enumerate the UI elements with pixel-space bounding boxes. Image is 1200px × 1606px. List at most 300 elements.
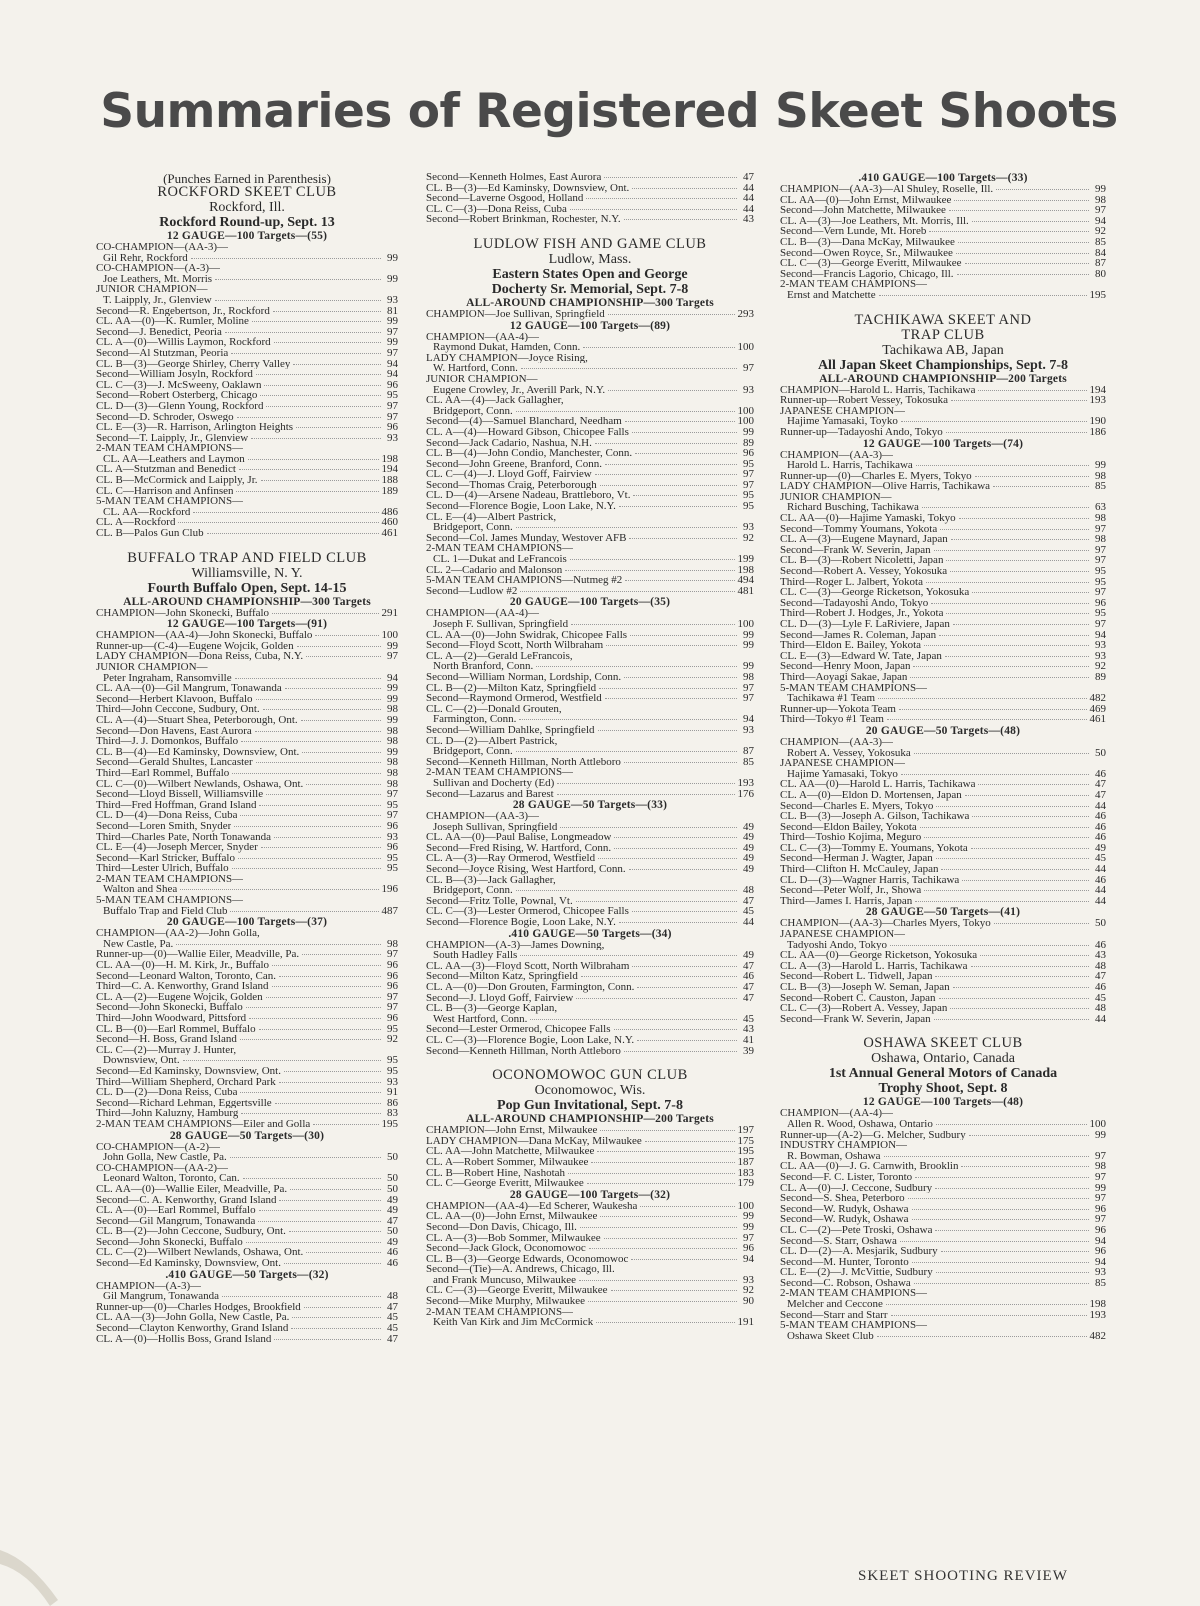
dot-leader <box>259 805 381 806</box>
score: 48 <box>1095 959 1106 972</box>
result-text: Keith Van Kirk and Jim McCormick <box>433 1317 594 1328</box>
result-row <box>780 1183 1106 1194</box>
score: 97 <box>387 650 398 663</box>
dot-leader <box>972 221 1089 222</box>
result-row <box>780 460 1106 471</box>
result-text: CL. A—(0)—Don Grouten, Farmington, Conn. <box>426 982 635 993</box>
result-text: CL. A—(3)—Harold L. Harris, Tachikawa <box>780 960 968 972</box>
result-text: CL. B—(3)—George Edwards, Oconomowoc <box>426 1253 629 1265</box>
score: 94 <box>387 357 398 370</box>
result-text: CHAMPION—(AA-2)—John Golla, <box>96 928 260 939</box>
result-row <box>780 248 1106 259</box>
dot-leader <box>176 944 381 945</box>
class-heading: .410 GAUGE—100 Targets—(33) <box>858 172 1028 184</box>
dot-leader <box>231 353 381 354</box>
dot-leader <box>576 901 737 902</box>
result-row <box>426 427 754 438</box>
dot-leader <box>914 1283 1089 1284</box>
result-row <box>426 1136 754 1147</box>
dot-leader <box>901 421 1087 422</box>
result-text: South Hadley Falls <box>433 950 518 961</box>
result-text: CL. AA—(0)—Wallie Eiler, Meadville, Pa. <box>96 1183 288 1195</box>
result-text: Second—Gil Mangrum, Tonawanda <box>96 1215 256 1227</box>
result-text: CL. C—(2)—Donald Grouten, <box>426 703 562 715</box>
dot-leader <box>965 263 1089 264</box>
result-text: Robert A. Vessey, Yokosuka <box>787 747 911 759</box>
score: 47 <box>387 1300 398 1313</box>
dot-leader <box>619 506 737 507</box>
score: 96 <box>387 841 398 854</box>
dot-leader <box>261 480 379 481</box>
result-row <box>426 1146 754 1157</box>
result-text: Second—John Skonecki, Buffalo <box>96 1236 243 1248</box>
dot-leader <box>929 231 1089 232</box>
score: 45 <box>743 1012 754 1025</box>
score: 46 <box>1095 873 1106 886</box>
result-row <box>426 950 754 961</box>
result-text: Third—Roger L. Jalbert, Yokota <box>780 576 923 588</box>
score: 99 <box>743 1220 754 1233</box>
result-row <box>96 1002 398 1013</box>
score: 97 <box>387 1001 398 1014</box>
dot-leader <box>591 1162 734 1163</box>
score: 95 <box>387 798 398 811</box>
result-row <box>426 714 754 725</box>
score: 44 <box>1095 863 1106 876</box>
score: 98 <box>1095 469 1106 482</box>
result-text: Second—Kenneth Holmes, East Aurora <box>426 172 602 183</box>
result-row <box>780 555 1106 566</box>
dot-leader <box>978 390 1086 391</box>
result-row <box>96 842 398 853</box>
result-row <box>780 640 1106 651</box>
result-text: Second—Herman J. Wagter, Japan <box>780 853 933 865</box>
result-text: T. Laipply, Jr., Glenview <box>103 294 212 306</box>
score: 95 <box>743 489 754 502</box>
dot-leader <box>301 720 381 721</box>
dot-leader <box>272 965 381 966</box>
score: 50 <box>387 1172 398 1185</box>
class-heading: 12 GAUGE—100 Targets—(55) <box>166 230 328 242</box>
score: 84 <box>1095 246 1106 259</box>
result-row <box>96 928 398 939</box>
score: 176 <box>737 787 754 800</box>
dot-leader <box>259 1029 381 1030</box>
dot-leader <box>877 1336 1087 1337</box>
result-text: CL. A—(0)—Eldon D. Mortensen, Japan <box>780 789 962 801</box>
dot-leader <box>273 311 381 312</box>
dot-leader <box>936 1272 1089 1273</box>
result-row <box>96 433 398 444</box>
dot-leader <box>178 522 378 523</box>
result-text: 2-MAN TEAM CHAMPIONS— <box>780 1288 928 1300</box>
result-row <box>780 1014 1106 1025</box>
result-text: 2-MAN TEAM CHAMPIONS—Eiler and Golla <box>96 1118 311 1130</box>
score: 47 <box>1095 778 1106 791</box>
dot-leader <box>969 1135 1089 1136</box>
result-text: Second—M. Hunter, Toronto <box>780 1256 909 1268</box>
result-text: Second—Joyce Rising, West Hartford, Conn. <box>426 864 626 875</box>
result-text: Second—Gerald Shultes, Lancaster <box>96 757 253 768</box>
dot-leader <box>243 1178 381 1179</box>
dot-leader <box>913 666 1089 667</box>
result-text: CL. B—Palos Gun Club <box>96 528 204 539</box>
result-text: 2-MAN TEAM CHAMPIONS— <box>96 443 244 454</box>
score: 48 <box>743 884 754 897</box>
dot-leader <box>264 385 381 386</box>
result-text: 2-MAN TEAM CHAMPIONS— <box>780 279 928 290</box>
result-row <box>96 1258 398 1269</box>
score: 195 <box>1089 288 1106 301</box>
result-text: CL. AA—(0)—John Swidrak, Chicopee Falls <box>426 629 628 641</box>
result-text: Second—Loren Smith, Snyder <box>96 820 232 832</box>
result-row <box>96 1108 398 1119</box>
result-row <box>780 790 1106 801</box>
score: 49 <box>1095 841 1106 854</box>
result-row <box>426 183 754 194</box>
result-row <box>780 832 1106 843</box>
result-row <box>780 864 1106 875</box>
result-text: CO-CHAMPION—(AA-2)— <box>96 1162 228 1174</box>
dot-leader <box>599 688 737 689</box>
result-text: Second—Mike Murphy, Milwaukee <box>426 1296 586 1307</box>
dot-leader <box>588 1301 737 1302</box>
club-location: Williamsville, N. Y. <box>191 565 303 581</box>
result-text: Second—Starr and Starr <box>780 1309 888 1321</box>
result-row <box>780 450 1106 461</box>
result-text: Second—Lazarus and Barest <box>426 788 554 800</box>
score: 49 <box>743 820 754 833</box>
result-row <box>780 1161 1106 1172</box>
result-row <box>426 683 754 694</box>
class-heading: 28 GAUGE—50 Targets—(30) <box>169 1129 325 1142</box>
dot-leader <box>246 1007 381 1008</box>
result-row <box>96 486 398 497</box>
result-row <box>426 811 754 822</box>
result-row <box>96 1216 398 1227</box>
result-text: Third—Toshio Kojima, Meguro <box>780 832 922 843</box>
score: 47 <box>1095 970 1106 983</box>
score: 97 <box>387 346 398 359</box>
score: 97 <box>1095 1213 1106 1226</box>
score: 96 <box>387 969 398 982</box>
dot-leader <box>235 678 381 679</box>
dot-leader <box>887 719 1087 720</box>
result-text: New Castle, Pa. <box>103 938 174 950</box>
result-row <box>780 693 1106 704</box>
dot-leader <box>924 837 1089 838</box>
result-row <box>96 1291 398 1302</box>
result-text: Second—S. Starr, Oshawa <box>780 1235 897 1247</box>
result-text: CL. B—(3)—George Shirley, Cherry Valley <box>96 358 291 370</box>
score: 97 <box>387 788 398 801</box>
result-text: Second—J. Benedict, Peoria <box>96 326 222 338</box>
result-text: CL. A—(4)—Howard Gibson, Chicopee Falls <box>426 426 629 438</box>
result-row <box>426 501 754 512</box>
result-text: CL. D—(4)—Arsene Nadeau, Brattleboro, Vt. <box>426 490 631 502</box>
dot-leader <box>274 837 381 838</box>
result-row <box>780 779 1106 790</box>
result-row <box>780 811 1106 822</box>
dot-leader <box>597 1151 734 1152</box>
result-text: CL. D—(2)—Dona Reiss, Cuba <box>96 1087 238 1098</box>
result-row <box>96 327 398 338</box>
result-row <box>780 651 1106 662</box>
result-row <box>780 184 1106 195</box>
result-text: CL. AA—(0)—George Ricketson, Yokosuka <box>780 950 978 961</box>
result-text: Second—Lester Ormerod, Chicopee Falls <box>426 1024 611 1035</box>
result-row <box>426 395 754 406</box>
dot-leader <box>586 198 737 199</box>
dot-leader <box>232 773 381 774</box>
score: 97 <box>743 468 754 481</box>
result-text: Second—F. C. Lister, Toronto <box>780 1171 913 1183</box>
dot-leader <box>297 646 381 647</box>
result-row <box>96 1119 398 1130</box>
score: 99 <box>387 682 398 695</box>
result-row <box>426 993 754 1004</box>
dot-leader <box>238 858 381 859</box>
result-row <box>96 821 398 832</box>
result-row <box>426 193 754 204</box>
dot-leader <box>940 529 1089 530</box>
score: 81 <box>387 304 398 317</box>
dot-leader <box>251 438 381 439</box>
score: 49 <box>387 1235 398 1248</box>
dot-leader <box>971 966 1089 967</box>
result-row <box>96 673 398 684</box>
score: 100 <box>737 341 754 354</box>
class-heading: 12 GAUGE—100 Targets—(91) <box>166 618 328 631</box>
result-text: CL. E—(2)—J. McVittie, Sudbury <box>780 1267 933 1278</box>
result-text: Harold L. Harris, Tachikawa <box>787 460 913 471</box>
result-row <box>96 971 398 982</box>
result-row <box>426 214 754 225</box>
column-right <box>780 172 1106 1341</box>
score: 50 <box>387 1151 398 1164</box>
score: 93 <box>1095 1266 1106 1279</box>
class-heading: ALL-AROUND CHAMPIONSHIP—200 Targets <box>819 372 1067 385</box>
result-row <box>96 832 398 843</box>
class-heading: 20 GAUGE—50 Targets—(48) <box>865 724 1021 737</box>
score: 92 <box>743 1284 754 1297</box>
result-text: CHAMPION—(AA-3)— <box>780 449 894 461</box>
result-text: JAPANESE CHAMPION— <box>780 758 906 769</box>
result-row <box>426 608 754 619</box>
result-row <box>426 885 754 896</box>
score: 50 <box>1095 917 1106 930</box>
dot-leader <box>908 1198 1089 1199</box>
result-row <box>96 1302 398 1313</box>
dot-leader <box>579 1280 737 1281</box>
dot-leader <box>237 417 381 418</box>
dot-leader <box>256 762 381 763</box>
score: 98 <box>387 724 398 737</box>
score: 95 <box>1095 575 1106 588</box>
result-text: CL. E—(3)—Edward W. Tate, Japan <box>780 650 942 662</box>
result-row <box>780 1140 1106 1151</box>
result-row <box>96 1045 398 1056</box>
result-row <box>96 1184 398 1195</box>
result-row <box>780 1267 1106 1278</box>
club-location: Oconomowoc, Wis. <box>534 1083 646 1099</box>
result-text: Runner-up—(A-2)—G. Melcher, Sudbury <box>780 1129 966 1141</box>
result-text: Second—Jack Glock, Oconomowoc <box>426 1243 586 1254</box>
result-row <box>426 704 754 715</box>
score: 99 <box>387 315 398 328</box>
page-corner-mark <box>0 1520 70 1606</box>
dot-leader <box>589 1248 737 1249</box>
result-text: Joe Leathers, Mt. Morris <box>103 273 213 285</box>
result-text: Second—Don Havens, East Aurora <box>96 725 252 737</box>
result-text: Third—James I. Harris, Japan <box>780 895 913 907</box>
dot-leader <box>993 486 1089 487</box>
dot-leader <box>183 1060 381 1061</box>
result-row <box>96 1173 398 1184</box>
result-row <box>96 306 398 317</box>
result-row <box>780 513 1106 524</box>
result-text: CL. B—(2)—Milton Katz, Springfield <box>426 682 597 694</box>
result-row <box>426 438 754 449</box>
class-heading: 12 GAUGE—100 Targets—(89) <box>509 319 671 332</box>
result-row <box>780 1003 1106 1014</box>
dot-leader <box>624 677 737 678</box>
dot-leader <box>635 453 737 454</box>
dot-leader <box>901 774 1089 775</box>
result-text: CL. A—Stutzman and Benedict <box>96 464 236 476</box>
result-text: Second—Tommy Youmans, Yokota <box>780 523 938 535</box>
result-row <box>426 1201 754 1212</box>
result-row <box>426 416 754 427</box>
score: 99 <box>387 639 398 652</box>
dot-leader <box>239 469 379 470</box>
result-text: Farmington, Conn. <box>433 714 517 725</box>
class-heading: .410 GAUGE—50 Targets—(34) <box>508 927 672 940</box>
result-text: Second—Lloyd Bissell, Williamsville <box>96 789 264 800</box>
score: 196 <box>381 883 398 896</box>
result-text: Third—Charles Pate, North Tonawanda <box>96 831 271 843</box>
dot-leader <box>241 741 381 742</box>
dot-leader <box>595 443 737 444</box>
dot-leader <box>912 1262 1089 1263</box>
score: 96 <box>387 959 398 972</box>
result-text: CL. D—(2)—Albert Pastrick, <box>426 735 558 747</box>
dot-leader <box>302 752 381 753</box>
result-row <box>780 1204 1106 1215</box>
score: 97 <box>1095 522 1106 535</box>
dot-leader <box>980 955 1089 956</box>
result-row <box>96 747 398 758</box>
score: 97 <box>1095 586 1106 599</box>
dot-leader <box>289 1231 381 1232</box>
result-text: and Frank Muncuso, Milwaukee <box>433 1274 576 1286</box>
result-row <box>96 874 398 885</box>
result-row <box>780 395 1106 406</box>
result-row <box>780 534 1106 545</box>
dot-leader <box>234 826 381 827</box>
dot-leader <box>606 645 737 646</box>
score: 98 <box>387 766 398 779</box>
result-text: CL. D—(4)—Dona Reiss, Cuba <box>96 810 238 821</box>
result-text: Second—Leonard Walton, Toronto, Can. <box>96 970 277 982</box>
result-row <box>426 725 754 736</box>
score: 50 <box>387 1225 398 1238</box>
score: 46 <box>387 1257 398 1270</box>
result-text: Bridgeport, Conn. <box>433 522 513 533</box>
result-text: CL. A—(0)—Hollis Boss, Grand Island <box>96 1333 272 1345</box>
result-row <box>780 1299 1106 1310</box>
dot-leader <box>624 762 737 763</box>
dot-leader <box>934 1019 1089 1020</box>
dot-leader <box>285 688 381 689</box>
dot-leader <box>916 465 1089 466</box>
score: 50 <box>1095 746 1106 759</box>
result-row <box>780 226 1106 237</box>
result-text: Downsview, Ont. <box>103 1055 180 1066</box>
dot-leader <box>915 1177 1089 1178</box>
result-text: Bridgeport, Conn. <box>433 885 513 896</box>
result-row <box>780 237 1106 248</box>
result-row <box>96 359 398 370</box>
result-row <box>426 1222 754 1233</box>
result-text: Third—J. J. Domonkos, Buffalo <box>96 736 239 747</box>
result-row <box>780 672 1106 683</box>
result-text: Buffalo Trap and Field Club <box>103 905 228 917</box>
score: 97 <box>387 948 398 961</box>
dot-leader <box>279 1200 381 1201</box>
score: 96 <box>743 447 754 460</box>
dot-leader <box>207 533 379 534</box>
result-row <box>780 950 1106 961</box>
dot-leader <box>957 274 1089 275</box>
score: 44 <box>1095 799 1106 812</box>
dot-leader <box>261 847 381 848</box>
event-title: Eastern States Open and George <box>492 266 688 282</box>
score: 45 <box>387 1311 398 1324</box>
score: 95 <box>387 851 398 864</box>
result-text: Third—John Kaluzny, Hamburg <box>96 1108 239 1119</box>
result-text: CL. AA—(3)—Floyd Scott, North Wilbraham <box>426 960 630 972</box>
result-row <box>780 216 1106 227</box>
result-row <box>96 779 398 790</box>
result-text: Bridgeport, Conn. <box>433 405 513 417</box>
result-row <box>96 1334 398 1345</box>
dot-leader <box>272 986 381 987</box>
dot-leader <box>604 1238 737 1239</box>
result-row <box>426 843 754 854</box>
class-heading: 20 GAUGE—100 Targets—(37) <box>166 916 328 929</box>
score: 44 <box>1095 884 1106 897</box>
score: 97 <box>387 990 398 1003</box>
dot-leader <box>946 432 1087 433</box>
result-row <box>96 1195 398 1206</box>
result-row <box>780 502 1106 513</box>
dot-leader <box>912 1209 1089 1210</box>
result-text: Second—Robert Osterberg, Chicago <box>96 390 258 401</box>
dot-leader <box>291 1328 381 1329</box>
result-text: Runner-up—Robert Vessey, Tokosuka <box>780 395 949 406</box>
result-text: Runner-up—(C-4)—Eugene Wojcik, Golden <box>96 640 294 652</box>
dot-leader <box>946 560 1089 561</box>
score: 95 <box>387 1054 398 1067</box>
dot-leader <box>302 954 381 955</box>
dot-leader <box>252 321 381 322</box>
result-row <box>96 253 398 264</box>
result-row <box>96 1142 398 1153</box>
result-text: Second—Fred Rising, W. Hartford, Conn. <box>426 842 612 854</box>
dot-leader <box>536 666 737 667</box>
dot-leader <box>279 1082 381 1083</box>
